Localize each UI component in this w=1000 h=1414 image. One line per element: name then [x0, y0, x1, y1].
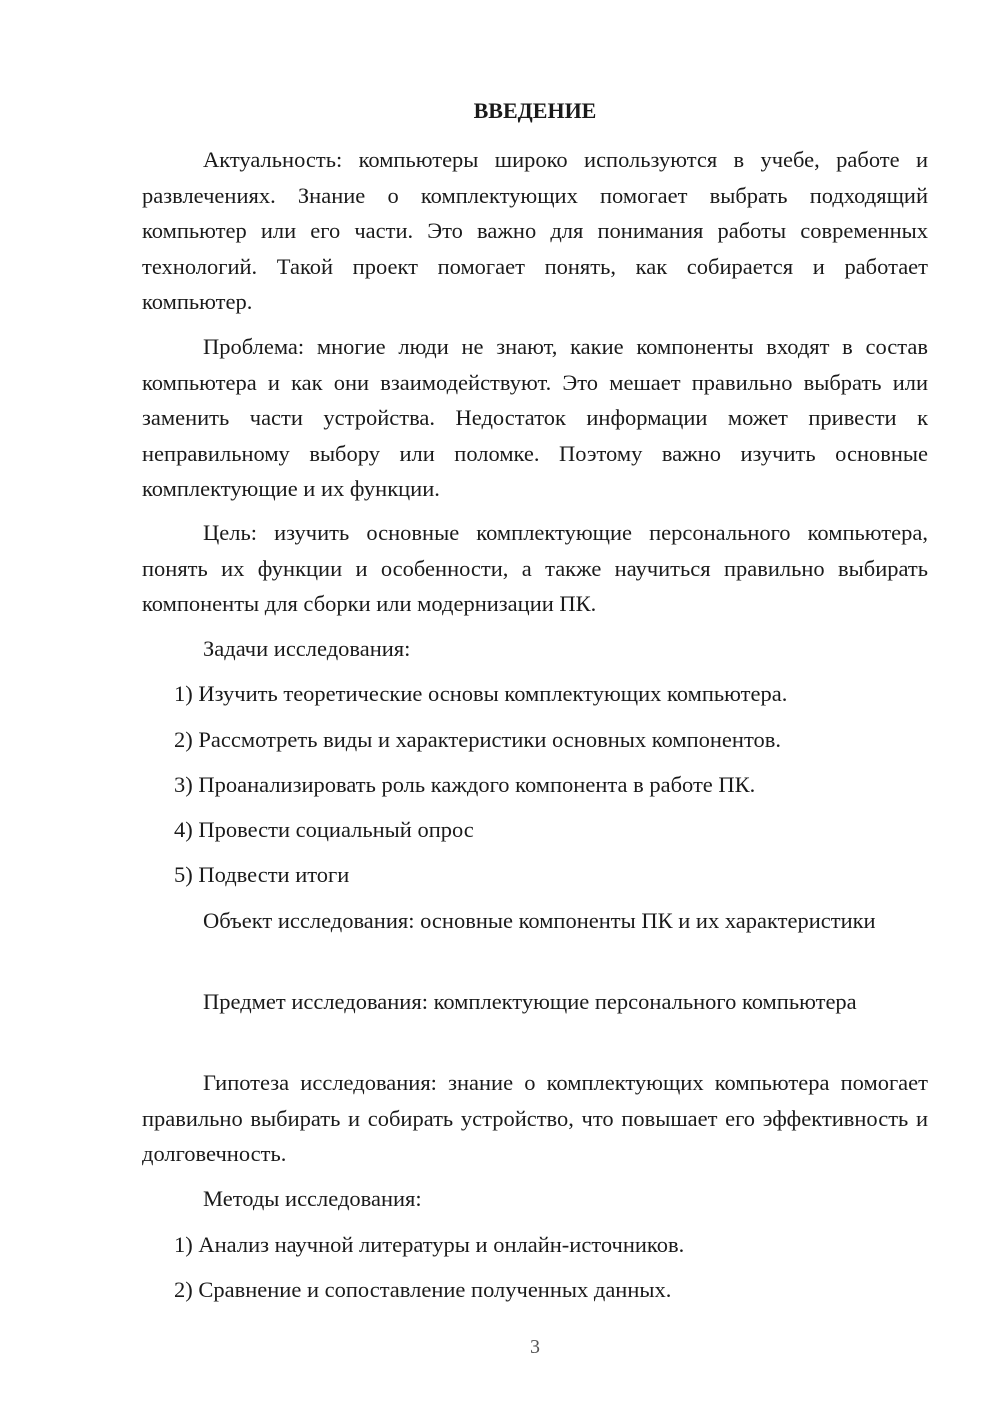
task-item-3: 3) Проанализировать роль каждого компонента в работе ПК.	[174, 772, 756, 797]
paragraph-object: Объект исследования: основные компоненты ПК и их характеристики	[203, 908, 876, 933]
task-item-1: 1) Изучить теоретические основы комплектующих компьютера.	[174, 681, 788, 706]
method-item-2: 2) Сравнение и сопоставление полученных данных.	[174, 1277, 672, 1302]
methods-heading: Методы исследования:	[203, 1186, 422, 1211]
paragraph-relevance: Актуальность: компьютеры широко используются в учебе, работе и развлечениях. Знание о комплектующих помогает выбрать подходящий компьютер или его части. Это важно для понимания работы современных технологий. Такой проект помогает понять, как собирается и работает компьютер.	[142, 147, 928, 314]
task-item-4: 4) Провести социальный опрос	[174, 817, 474, 842]
section-title: ВВЕДЕНИЕ	[473, 98, 597, 123]
paragraph-goal: Цель: изучить основные комплектующие персонального компьютера, понять их функции и особенности, а также научиться правильно выбирать компоненты для сборки или модернизации ПК.	[142, 520, 928, 616]
tasks-heading: Задачи исследования:	[203, 636, 411, 661]
page-number: 3	[530, 1336, 540, 1358]
task-item-2: 2) Рассмотреть виды и характеристики основных компонентов.	[174, 727, 781, 752]
task-item-5: 5) Подвести итоги	[174, 862, 350, 887]
paragraph-problem: Проблема: многие люди не знают, какие компоненты входят в состав компьютера и как они взаимодействуют. Это мешает правильно выбрать или заменить части устройства. Недостаток информации может привести к неправильному выбору или поломке. Поэтому важно изучить основные комплектующие и их функции.	[142, 334, 928, 501]
paragraph-hypothesis: Гипотеза исследования: знание о комплектующих компьютера помогает правильно выбирать и собирать устройство, что повышает его эффективность и долговечность.	[142, 1070, 928, 1166]
method-item-1: 1) Анализ научной литературы и онлайн-источников.	[174, 1232, 685, 1257]
paragraph-subject: Предмет исследования: комплектующие персонального компьютера	[203, 989, 857, 1014]
